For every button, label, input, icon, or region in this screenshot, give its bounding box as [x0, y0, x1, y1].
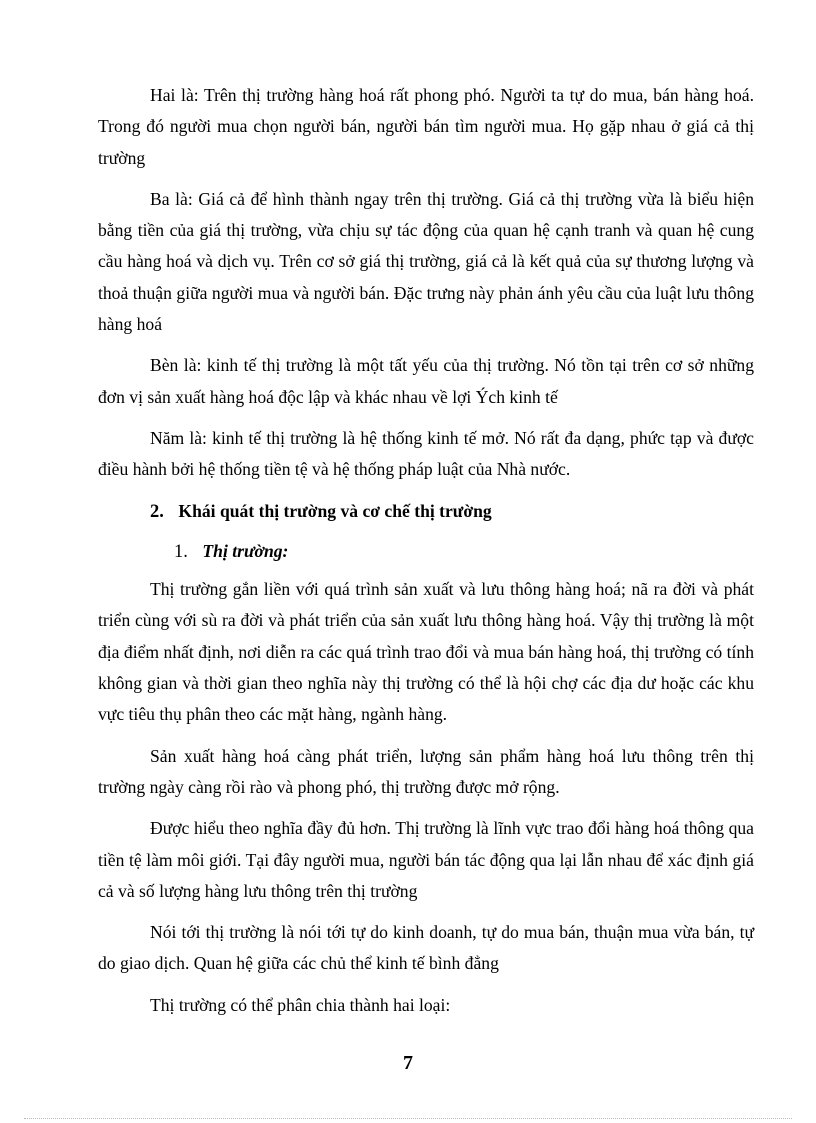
- paragraph-duoc-hieu: Được hiểu theo nghĩa đầy đủ hơn. Thị trường là lĩnh vực trao đổi hàng hoá thông qua tiền tệ làm môi giới. Tại đây người mua, người bán tác động qua lại lẫn nhau để xác định giá cả và số lượng hàng lưu thông trên thị trường: [98, 818, 754, 901]
- section-number: 2.: [150, 501, 164, 522]
- paragraph-ben-la: Bèn là: kinh tế thị trường là một tất yếu của thị trường. Nó tồn tại trên cơ sở những đơn vị sản xuất hàng hoá độc lập và khác nhau về lợi Ých kinh tế: [98, 355, 754, 407]
- paragraph-hai-la: Hai là: Trên thị trường hàng hoá rất phong phó. Người ta tự do mua, bán hàng hoá. Trong đó người mua chọn người bán, người bán tìm người mua. Họ gặp nhau ở giá cả thị trường: [98, 85, 754, 168]
- paragraph-san-xuat-hang-hoa: Sản xuất hàng hoá càng phát triển, lượng sản phẩm hàng hoá lưu thông trên thị trường ngày càng rồi rào và phong phó, thị trường được mở rộng.: [98, 745, 754, 797]
- section-title: Khái quát thị trường và cơ chế thị trường: [178, 500, 492, 521]
- paragraph-phan-chia: Thị trường có thể phân chia thành hai loại:: [150, 994, 451, 1015]
- subsection-title: Thị trường:: [202, 540, 289, 561]
- paragraph-nam-la: Năm là: kinh tế thị trường là hệ thống kinh tế mở. Nó rất đa dạng, phức tạp và được điều hành bởi hệ thống tiền tệ và hệ thống pháp luật của Nhà nước.: [98, 427, 754, 480]
- paragraph-thi-truong-gan-lien: Thị trường gắn liền với quá trình sản xuất và lưu thông hàng hoá; nã ra đời và phát triển cùng với sù ra đời và phát triển của sản xuất lưu thông hàng hoá. Vậy thị trường là một địa điểm nhất định, nơi diễn ra các quá trình trao đổi và mua bán hàng hoá, thị trường có tính không gian và thời gian theo nghĩa này thị trường có thể là hội chợ các địa dư hoặc các khu vực tiêu thụ phân theo các mặt hàng, ngành hàng.: [98, 579, 754, 725]
- subsection-heading: [98, 536, 754, 568]
- paragraph-noi-toi: Nói tới thị trường là nói tới tự do kinh doanh, tự do mua bán, thuận mua vừa bán, tự do giao dịch. Quan hệ giữa các chủ thể kinh tế bình đẳng: [98, 922, 754, 974]
- section-heading: [98, 496, 754, 528]
- page-number: 7: [403, 1052, 413, 1074]
- subsection-number: 1.: [174, 541, 188, 562]
- page-body: [98, 80, 754, 1031]
- page-bottom-divider: [24, 1118, 792, 1119]
- paragraph-ba-la: Ba là: Giá cả để hình thành ngay trên thị trường. Giá cả thị trường vừa là biểu hiện bằng tiền của giá thị trường, vừa chịu sự tác động của quan hệ cạnh tranh và quan hệ cung cầu hàng hoá và dịch vụ. Trên cơ sở giá thị trường, giá cả là kết quả của sự thương lượng và thoả thuận giữa người mua và người bán. Đặc trưng này phản ánh yêu cầu của luật lưu thông hàng hoá: [98, 188, 754, 335]
